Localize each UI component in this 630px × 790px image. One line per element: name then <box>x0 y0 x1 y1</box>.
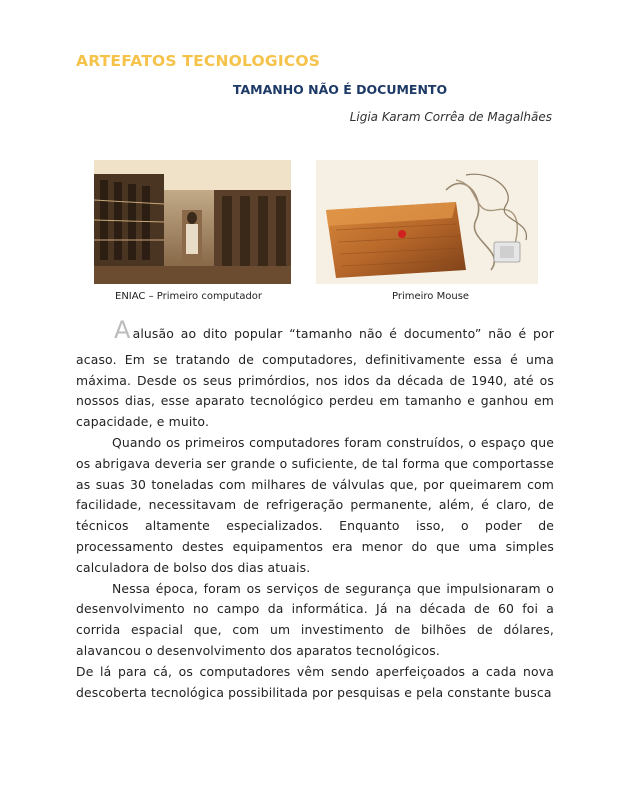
article-body <box>76 316 554 703</box>
paragraph-2: Quando os primeiros computadores foram construídos, o espaço que os abrigava deveria ser grande o suficiente, de tal forma que comportasse as suas 30 toneladas com milhares de válvulas que, por queimarem com facilidade, necessitavam de refrigeração permanente, além, é claro, de técnicos altamente especializados. Enquanto isso, o poder de processamento destes equipamentos era menor do que uma simples calculadora de bolso dos dias atuais. <box>76 434 554 575</box>
mouse-photo <box>316 160 538 284</box>
paragraph-1: acaso. Em se tratando de computadores, definitivamente essa é uma máxima. Desde os seus primórdios, nos idos da década de 1940, até os nossos dias, esse aparato tecnológico perdeu em tamanho e ganhou em capacidade, e muito. <box>76 351 554 430</box>
first-line <box>76 316 554 345</box>
article-title: TAMANHO NÃO É DOCUMENTO <box>232 82 448 97</box>
mouse-caption: Primeiro Mouse <box>392 291 470 302</box>
eniac-caption: ENIAC – Primeiro computador <box>115 291 263 302</box>
first-line-text: alusão ao dito popular “tamanho não é documento” não é por <box>132 326 554 341</box>
drop-cap: A <box>114 316 131 344</box>
eniac-photo <box>94 160 291 284</box>
author-name: Ligia Karam Corrêa de Magalhães <box>349 110 552 124</box>
section-title: ARTEFATOS TECNOLOGICOS <box>76 52 321 70</box>
paragraph-4: De lá para cá, os computadores vêm sendo aperfeiçoados a cada nova descoberta tecnológica possibilitada por pesquisas e pela constante busca <box>76 663 554 700</box>
paragraph-3: Nessa época, foram os serviços de segurança que impulsionaram o desenvolvimento no campo da informática. Já na década de 60 foi a corrida espacial que, com um investimento de bilhões de dólares, alavancou o desenvolvimento dos aparatos tecnológicos. <box>76 580 554 658</box>
